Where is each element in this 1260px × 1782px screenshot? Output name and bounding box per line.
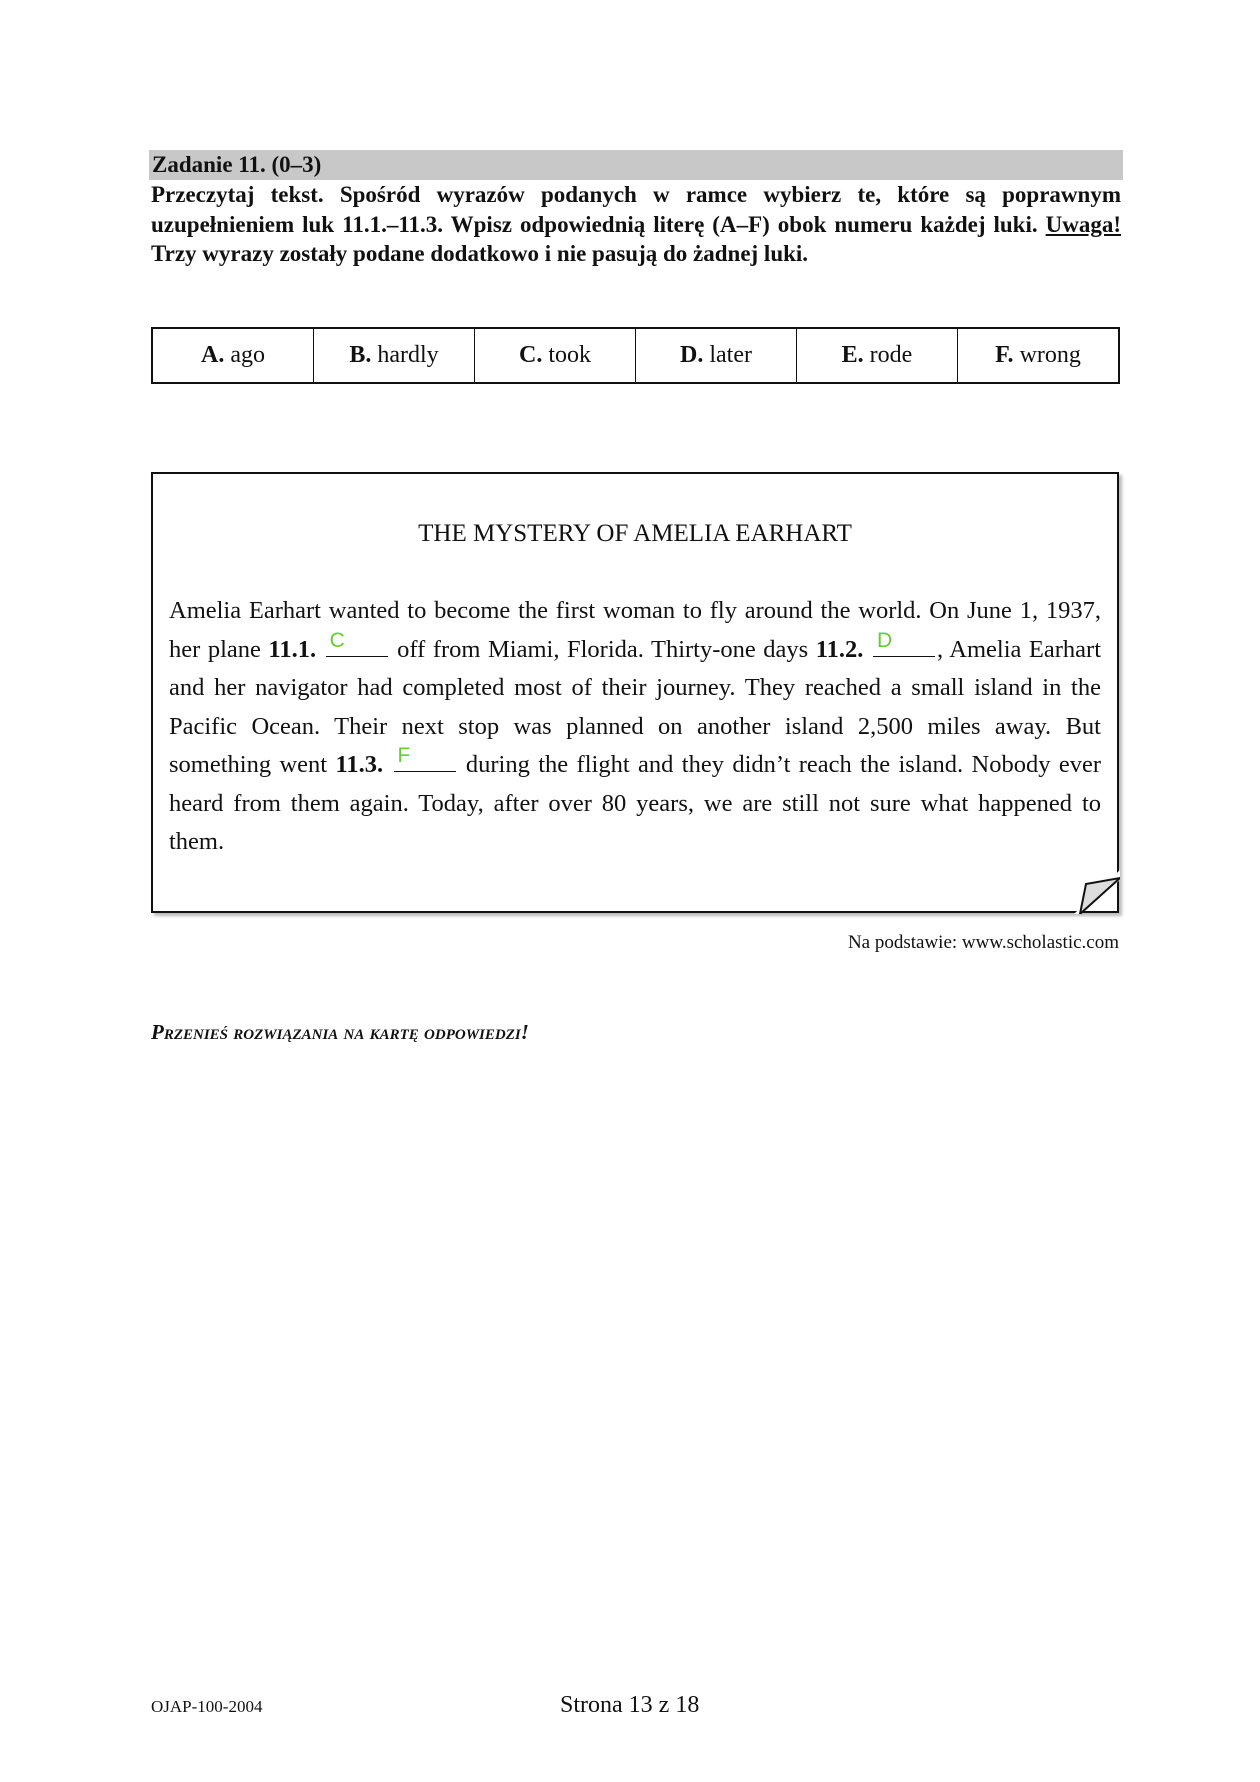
word-option-b: B. hardly	[314, 329, 475, 382]
word-option-d: D. later	[636, 329, 797, 382]
page-curl-icon	[1074, 870, 1120, 914]
word-option-e: E. rode	[797, 329, 958, 382]
gap-11-2[interactable]	[873, 628, 935, 657]
word-option-f: F. wrong	[995, 342, 1081, 368]
instruction-text: Przeczytaj tekst. Spośród wyrazów podanych w ramce wybierz te, które są poprawnym uzupełnieniem luk 11.1.–11.3. Wpisz odpowiednią literę (A–F) obok numeru każdej luki.	[151, 182, 1121, 237]
gap-label: 11.2.	[815, 635, 864, 663]
word-bank	[151, 327, 1120, 384]
source-note: Na podstawie: www.scholastic.com	[847, 932, 1119, 953]
gap-answer: D	[876, 628, 893, 652]
text-title: THE MYSTERY OF AMELIA EARHART	[418, 520, 852, 547]
gap-answer: F	[397, 744, 411, 767]
task-heading: Zadanie 11. (0–3)	[149, 150, 1123, 180]
text-box	[151, 472, 1119, 913]
note-text: Trzy wyrazy zostały podane dodatkowo i nie pasują do żadnej luki.	[151, 241, 809, 266]
gap-11-3[interactable]	[394, 744, 456, 772]
word-option-a: A. ago	[153, 329, 314, 382]
gap-label: 11.3.	[335, 751, 384, 778]
word-option-c: C. took	[475, 329, 636, 382]
gap-11-1[interactable]	[326, 628, 388, 657]
transfer-note: Przenieś rozwiązania na kartę odpowiedzi!	[151, 1020, 529, 1044]
task-instruction	[151, 180, 1121, 269]
note-label: Uwaga!	[1045, 211, 1121, 237]
page-number: Strona 13 z 18	[560, 1692, 700, 1718]
gap-answer: C	[329, 628, 345, 652]
gap-label: 11.1.	[268, 635, 317, 663]
text-paragraph: Amelia Earhart wanted to become the first woman to fly around the world. On June 1, 1937, her plane 11.1. C off from Miami, Florida. Thirty-one days 11.2. D , Amelia Earhart and her navigator had completed most of their journey. They reached a small island in the Pacific Ocean. Their next stop was planned on another island 2,500 miles away. But something went 11.3. F during the flight and they didn’t reach the island. Nobody ever heard from them again. Today, after over 80 years, we are still not sure what happened to them.	[169, 597, 1102, 855]
exam-code: OJAP-100-2004	[151, 1697, 263, 1716]
